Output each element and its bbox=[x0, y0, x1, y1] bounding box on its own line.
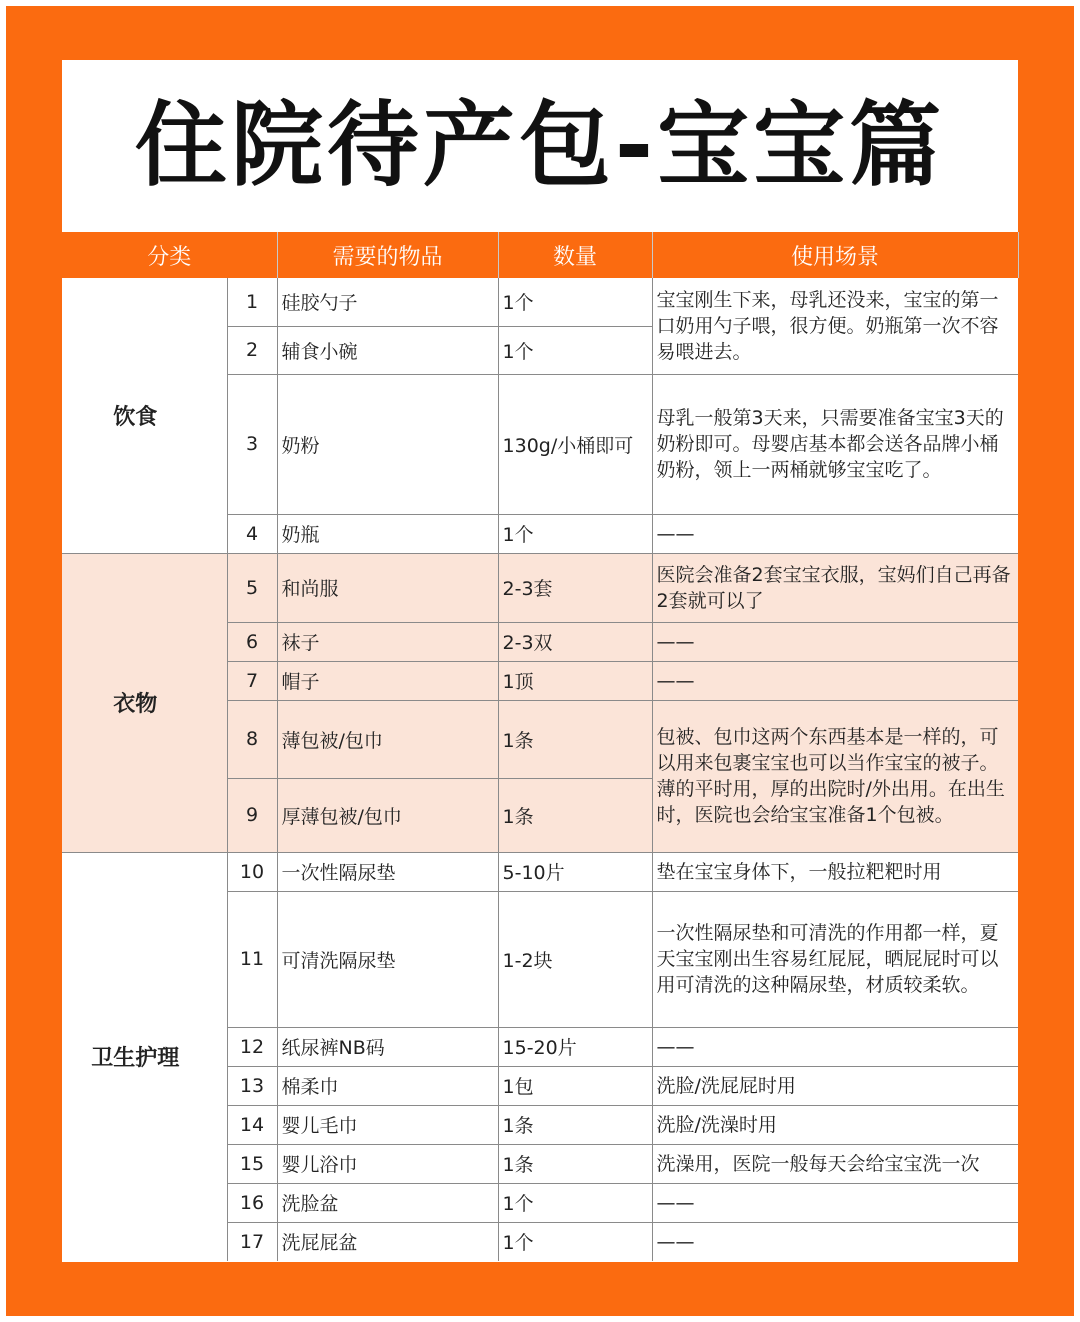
row-number: 11 bbox=[227, 891, 277, 1027]
row-number: 10 bbox=[227, 852, 277, 891]
item-quantity: 15-20片 bbox=[498, 1027, 652, 1066]
checklist-table-wrap bbox=[62, 232, 1018, 1262]
row-number: 5 bbox=[227, 553, 277, 622]
header-category: 分类 bbox=[62, 232, 277, 278]
item-quantity: 1条 bbox=[498, 700, 652, 778]
frame-top-band bbox=[6, 6, 1074, 60]
item-scene: —— bbox=[652, 514, 1018, 553]
item-name: 洗脸盆 bbox=[277, 1183, 498, 1222]
frame-left-band bbox=[6, 60, 62, 1316]
table-row bbox=[62, 852, 1018, 891]
item-quantity: 2-3套 bbox=[498, 553, 652, 622]
item-name: 袜子 bbox=[277, 622, 498, 661]
item-name: 硅胶勺子 bbox=[277, 278, 498, 326]
row-number: 12 bbox=[227, 1027, 277, 1066]
item-quantity: 130g/小桶即可 bbox=[498, 374, 652, 514]
item-quantity: 1个 bbox=[498, 326, 652, 374]
item-quantity: 1条 bbox=[498, 1105, 652, 1144]
category-clothing: 衣物 bbox=[62, 553, 227, 852]
item-name: 奶粉 bbox=[277, 374, 498, 514]
row-number: 1 bbox=[227, 278, 277, 326]
item-quantity: 1个 bbox=[498, 278, 652, 326]
item-name: 可清洗隔尿垫 bbox=[277, 891, 498, 1027]
item-scene: 宝宝刚生下来，母乳还没来，宝宝的第一口奶用勺子喂，很方便。奶瓶第一次不容易喂进去。 bbox=[652, 278, 1018, 374]
item-name: 婴儿毛巾 bbox=[277, 1105, 498, 1144]
item-name: 洗屁屁盆 bbox=[277, 1222, 498, 1261]
item-scene: 洗脸/洗澡时用 bbox=[652, 1105, 1018, 1144]
frame-bottom-band bbox=[6, 1262, 1074, 1316]
item-scene: 包被、包巾这两个东西基本是一样的，可以用来包裹宝宝也可以当作宝宝的被子。薄的平时用，厚的出院时/外出用。在出生时，医院也会给宝宝准备1个包被。 bbox=[652, 700, 1018, 852]
table-row bbox=[62, 278, 1018, 326]
item-quantity: 1个 bbox=[498, 514, 652, 553]
item-scene: —— bbox=[652, 1183, 1018, 1222]
item-scene: —— bbox=[652, 622, 1018, 661]
item-scene: 医院会准备2套宝宝衣服，宝妈们自己再备2套就可以了 bbox=[652, 553, 1018, 622]
header-item: 需要的物品 bbox=[277, 232, 498, 278]
item-scene: 垫在宝宝身体下，一般拉粑粑时用 bbox=[652, 852, 1018, 891]
row-number: 13 bbox=[227, 1066, 277, 1105]
title-area bbox=[62, 60, 1018, 232]
item-scene: —— bbox=[652, 1222, 1018, 1261]
item-quantity: 1顶 bbox=[498, 661, 652, 700]
item-quantity: 1条 bbox=[498, 778, 652, 852]
row-number: 14 bbox=[227, 1105, 277, 1144]
frame-right-band bbox=[1018, 60, 1074, 1316]
row-number: 7 bbox=[227, 661, 277, 700]
row-number: 9 bbox=[227, 778, 277, 852]
category-diet: 饮食 bbox=[113, 404, 158, 430]
table-row bbox=[62, 553, 1018, 622]
item-scene: —— bbox=[652, 661, 1018, 700]
header-scene: 使用场景 bbox=[652, 232, 1018, 278]
item-name: 和尚服 bbox=[277, 553, 498, 622]
item-quantity: 1包 bbox=[498, 1066, 652, 1105]
item-name: 辅食小碗 bbox=[277, 326, 498, 374]
item-scene: 母乳一般第3天来，只需要准备宝宝3天的奶粉即可。母婴店基本都会送各品牌小桶奶粉，领上一两桶就够宝宝吃了。 bbox=[652, 374, 1018, 514]
row-number: 16 bbox=[227, 1183, 277, 1222]
item-quantity: 1个 bbox=[498, 1222, 652, 1261]
row-number: 4 bbox=[227, 514, 277, 553]
row-number: 17 bbox=[227, 1222, 277, 1261]
row-number: 3 bbox=[227, 374, 277, 514]
header-quantity: 数量 bbox=[498, 232, 652, 278]
item-scene: 洗澡用，医院一般每天会给宝宝洗一次 bbox=[652, 1144, 1018, 1183]
item-quantity: 2-3双 bbox=[498, 622, 652, 661]
row-number: 15 bbox=[227, 1144, 277, 1183]
page-title: 住院待产包-宝宝篇 bbox=[134, 92, 946, 199]
item-scene: 洗脸/洗屁屁时用 bbox=[652, 1066, 1018, 1105]
item-name: 婴儿浴巾 bbox=[277, 1144, 498, 1183]
item-scene: —— bbox=[652, 1027, 1018, 1066]
item-quantity: 1个 bbox=[498, 1183, 652, 1222]
item-name: 薄包被/包巾 bbox=[277, 700, 498, 778]
item-name: 奶瓶 bbox=[277, 514, 498, 553]
item-scene: 一次性隔尿垫和可清洗的作用都一样，夏天宝宝刚出生容易红屁屁，晒屁屁时可以用可清洗的这种隔尿垫，材质较柔软。 bbox=[652, 891, 1018, 1027]
item-name: 棉柔巾 bbox=[277, 1066, 498, 1105]
row-number: 2 bbox=[227, 326, 277, 374]
item-name: 一次性隔尿垫 bbox=[277, 852, 498, 891]
item-name: 帽子 bbox=[277, 661, 498, 700]
category-hygiene: 卫生护理 bbox=[62, 852, 227, 1261]
item-quantity: 1条 bbox=[498, 1144, 652, 1183]
row-number: 6 bbox=[227, 622, 277, 661]
header-row bbox=[62, 232, 1018, 278]
item-quantity: 5-10片 bbox=[498, 852, 652, 891]
item-name: 厚薄包被/包巾 bbox=[277, 778, 498, 852]
item-name: 纸尿裤NB码 bbox=[277, 1027, 498, 1066]
item-quantity: 1-2块 bbox=[498, 891, 652, 1027]
row-number: 8 bbox=[227, 700, 277, 778]
checklist-table bbox=[62, 232, 1019, 1261]
